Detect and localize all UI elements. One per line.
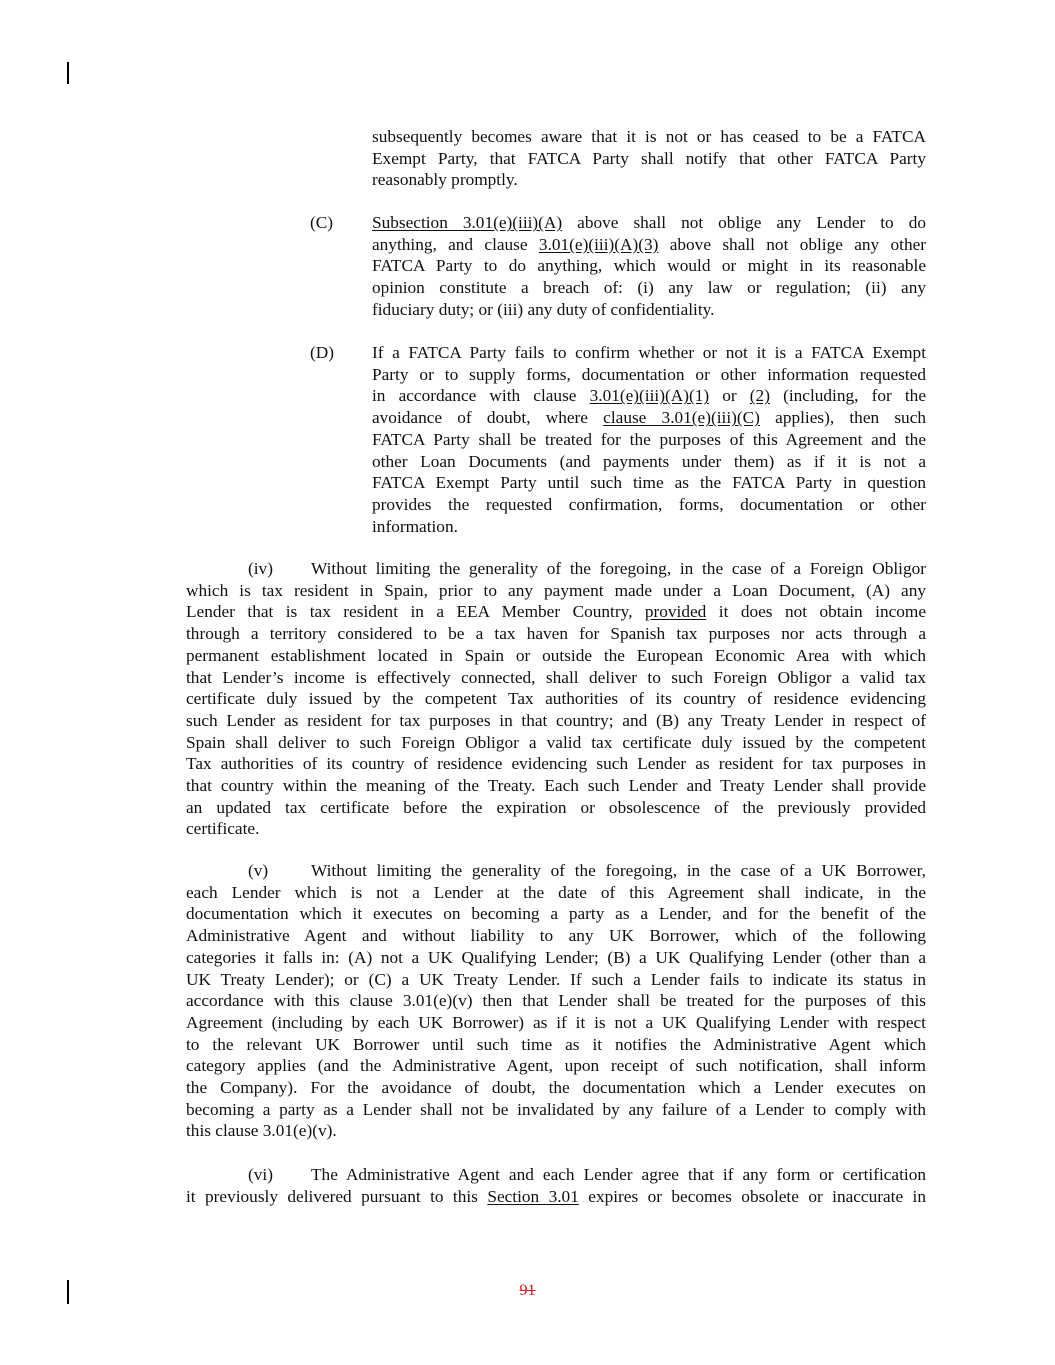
text-line: Lender that is tax resident in a EEA Member Country, provided it does not obtain income <box>186 602 927 622</box>
page-number: 91 <box>519 1282 536 1299</box>
text-line: fiduciary duty; or (iii) any duty of confidentiality. <box>372 299 715 319</box>
cross-reference: 3.01(e)(iii)(A)(1) <box>589 386 710 406</box>
cross-reference: 3.01(e)(iii)(A)(3) <box>538 234 659 254</box>
text-line: accordance with this clause 3.01(e)(v) then that Lender shall be treated for the purposes of this <box>186 991 926 1011</box>
text-line: in accordance with clause 3.01(e)(iii)(A)(1) or (2) (including, for the <box>372 386 926 406</box>
text-line: subsequently becomes aware that it is not or has ceased to be a FATCA <box>372 127 926 146</box>
para-vi-label: (vi) <box>248 1165 273 1184</box>
cross-reference: Section 3.01 <box>487 1186 579 1206</box>
text-line: the Company). For the avoidance of doubt, the documentation which a Lender executes on <box>186 1078 926 1098</box>
clause-d-label: (D) <box>310 343 334 362</box>
para-v-text <box>186 860 926 1142</box>
text-line: Exempt Party, that FATCA Party shall notify that other FATCA Party <box>372 148 926 168</box>
text-line: becoming a party as a Lender shall not be invalidated by any failure of a Lender to comply with <box>186 1099 926 1119</box>
text-line: Spain shall deliver to such Foreign Obligor a valid tax certificate duly issued by the competent <box>186 732 926 752</box>
text-line: this clause 3.01(e)(v). <box>186 1121 337 1141</box>
text-line: certificate duly issued by the competent Tax authorities of its country of residence evidencing <box>186 689 926 709</box>
continuation-paragraph <box>372 126 926 191</box>
text-line: Party or to supply forms, documentation or other information requested <box>372 364 926 384</box>
para-vi-text <box>186 1164 926 1207</box>
cross-reference: provided <box>644 602 707 622</box>
para-iv-label: (iv) <box>248 559 273 578</box>
text-line: reasonably promptly. <box>372 170 518 190</box>
cross-reference: clause 3.01(e)(iii)(C) <box>603 408 760 428</box>
text-line: Agreement (including by each UK Borrower) as if it is not a UK Qualifying Lender with respect <box>186 1012 926 1032</box>
cross-reference: Subsection 3.01(e)(iii)(A) <box>372 213 563 232</box>
text-line: Subsection 3.01(e)(iii)(A) above shall not oblige any Lender to do <box>372 213 926 232</box>
text-line: FATCA Party shall be treated for the purposes of this Agreement and the <box>372 429 926 449</box>
change-bar-top <box>67 62 69 84</box>
text-line: that Lender’s income is effectively connected, shall deliver to such Foreign Obligor a valid tax <box>186 667 926 687</box>
text-line: UK Treaty Lender); or (C) a UK Treaty Lender. If such a Lender fails to indicate its status in <box>186 969 926 989</box>
text-line: documentation which it executes on becoming a party as a Lender, and for the benefit of the <box>186 904 926 924</box>
text-line: category applies (and the Administrative Agent, upon receipt of such notification, shall inform <box>186 1056 926 1076</box>
text-line: opinion constitute a breach of: (i) any law or regulation; (ii) any <box>372 278 926 298</box>
text-line: Administrative Agent and without liability to any UK Borrower, which of the following <box>186 926 926 946</box>
clause-d-text <box>372 342 926 537</box>
text-line: Without limiting the generality of the foregoing, in the case of a UK Borrower, <box>311 861 926 880</box>
para-iv-text <box>186 558 926 840</box>
text-line: other Loan Documents (and payments under them) as if it is not a <box>372 451 926 471</box>
text-line: If a FATCA Party fails to confirm whether or not it is a FATCA Exempt <box>372 343 926 362</box>
text-line: an updated tax certificate before the expiration or obsolescence of the previously provided <box>186 797 926 817</box>
text-line: permanent establishment located in Spain or outside the European Economic Area with which <box>186 645 926 665</box>
text-line: Tax authorities of its country of residence evidencing such Lender as resident for tax purposes in <box>186 754 926 774</box>
text-line: Without limiting the generality of the foregoing, in the case of a Foreign Obligor <box>311 559 926 578</box>
clause-c-label: (C) <box>310 213 334 232</box>
text-line: anything, and clause 3.01(e)(iii)(A)(3) above shall not oblige any other <box>372 234 927 254</box>
text-line: information. <box>372 516 458 536</box>
text-line: categories it falls in: (A) not a UK Qualifying Lender; (B) a UK Qualifying Lender (other than a <box>186 947 926 967</box>
para-v-label: (v) <box>248 861 269 880</box>
clause-c-text <box>372 212 926 321</box>
text-line: it previously delivered pursuant to this Section 3.01 expires or becomes obsolete or inaccurate in <box>186 1186 926 1206</box>
text-line: FATCA Party to do anything, which would or might in its reasonable <box>372 256 926 276</box>
text-line: through a territory considered to be a tax haven for Spanish tax purposes nor acts through a <box>186 624 926 644</box>
text-line: certificate. <box>186 819 260 839</box>
text-line: that country within the meaning of the Treaty. Each such Lender and Treaty Lender shall provide <box>186 776 926 796</box>
text-line: FATCA Exempt Party until such time as the FATCA Party in question <box>372 473 926 493</box>
cross-reference: (2) <box>749 386 770 406</box>
text-line: provides the requested confirmation, forms, documentation or other <box>372 494 926 514</box>
text-line: to the relevant UK Borrower until such time as it notifies the Administrative Agent which <box>186 1034 926 1054</box>
text-line: avoidance of doubt, where clause 3.01(e)(iii)(C) applies), then such <box>372 408 927 428</box>
text-line: such Lender as resident for tax purposes in that country; and (B) any Treaty Lender in respect of <box>186 710 926 730</box>
text-line: each Lender which is not a Lender at the date of this Agreement shall indicate, in the <box>186 882 926 902</box>
text-line: The Administrative Agent and each Lender agree that if any form or certification <box>311 1165 926 1184</box>
text-line: which is tax resident in Spain, prior to any payment made under a Loan Document, (A) any <box>186 580 926 600</box>
